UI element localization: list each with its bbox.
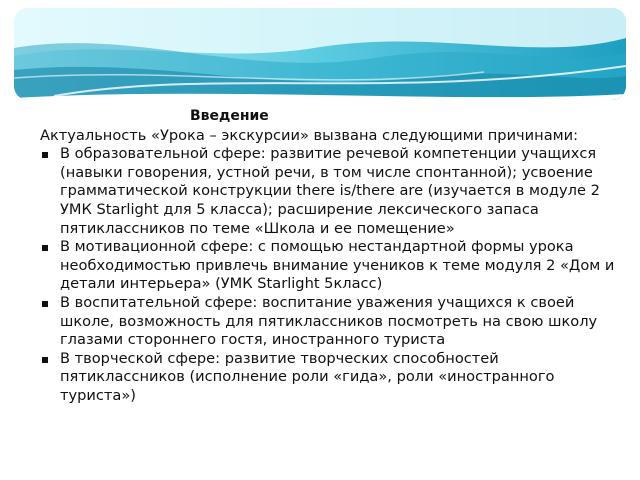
intro-text: Актуальность «Урока – экскурсии» вызвана следующими причинами: — [40, 126, 579, 144]
list-item-text: В творческой сфере: развитие творческих способностей пятиклассников (исполнение роли «гида», роли «иностранного туриста») — [60, 349, 555, 404]
list-item — [40, 238, 615, 294]
slide-title: Введение — [190, 108, 269, 124]
list-item-text: В образовательной сфере: развитие речевой компетенции учащихся (навыки говорения, устной речи, в том числе спонтанной); усвоение грамматической конструкции there is/there are (изучается в модуле 2 УМК Starlight для 5 класса); расширение лексического запаса пятиклассников по теме «Школа и ее помещение» — [60, 145, 600, 237]
wave-decoration — [14, 8, 626, 100]
square-bullet-icon — [42, 245, 48, 251]
square-bullet-icon — [42, 301, 48, 307]
bullet-list — [40, 145, 615, 405]
list-item — [40, 294, 615, 350]
square-bullet-icon — [42, 357, 48, 363]
list-item-text: В воспитательной сфере: воспитание уважения учащихся к своей школе, возможность для пятиклассников посмотреть на свою школу глазами стороннего гостя, иностранного туриста — [60, 293, 598, 349]
list-item — [40, 145, 615, 238]
list-item — [40, 350, 615, 406]
square-bullet-icon — [42, 152, 48, 158]
header-banner — [14, 8, 626, 100]
slide-content — [40, 107, 615, 406]
list-item-text: В мотивационной сфере: с помощью нестандартной формы урока необходимостью привлечь внимание учеников к теме модуля 2 «Дом и детали интерьера» (УМК Starlight 5класс) — [60, 238, 615, 293]
